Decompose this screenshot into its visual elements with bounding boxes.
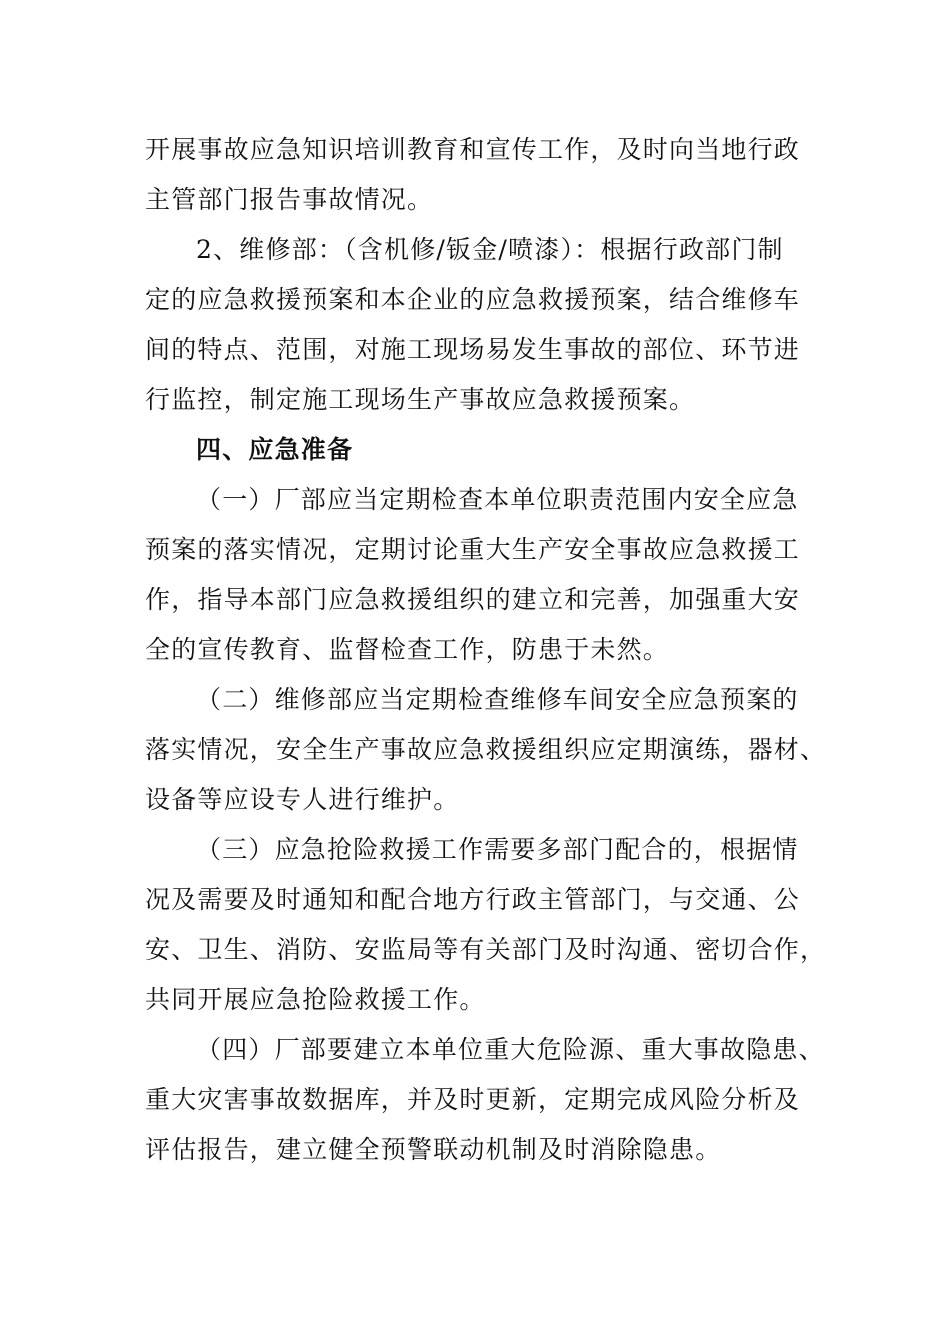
paragraph-line: 作，指导本部门应急救援组织的建立和完善，加强重大安 bbox=[145, 585, 801, 614]
paragraph-line: 间的特点、范围，对施工现场易发生事故的部位、环节进 bbox=[145, 335, 801, 364]
paragraph-line: 定的应急救援预案和本企业的应急救援预案，结合维修车 bbox=[145, 285, 801, 314]
paragraph-line: 行监控，制定施工现场生产事故应急救援预案。 bbox=[145, 385, 696, 414]
paragraph-line: 况及需要及时通知和配合地方行政主管部门，与交通、公 bbox=[145, 885, 801, 914]
paragraph-line: （一）厂部应当定期检查本单位职责范围内安全应急 bbox=[196, 485, 799, 514]
paragraph-line: 全的宣传教育、监督检查工作，防患于未然。 bbox=[145, 635, 670, 664]
paragraph-line: 评估报告，建立健全预警联动机制及时消除隐患。 bbox=[145, 1135, 722, 1164]
paragraph-line: 安、卫生、消防、安监局等有关部门及时沟通、密切合作， bbox=[145, 935, 827, 964]
paragraph-line: 开展事故应急知识培训教育和宣传工作，及时向当地行政 bbox=[145, 135, 801, 164]
paragraph-line: （二）维修部应当定期检查维修车间安全应急预案的 bbox=[196, 685, 799, 714]
paragraph-line: 共同开展应急抢险救援工作。 bbox=[145, 985, 486, 1014]
paragraph-line: 2、维修部：（含机修/钣金/喷漆）：根据行政部门制 bbox=[196, 235, 784, 264]
paragraph-line: 重大灾害事故数据库，并及时更新，定期完成风险分析及 bbox=[145, 1085, 801, 1114]
paragraph-line: （三）应急抢险救援工作需要多部门配合的，根据情 bbox=[196, 835, 799, 864]
paragraph-line: （四）厂部要建立本单位重大危险源、重大事故隐患、 bbox=[196, 1035, 825, 1064]
paragraph-line: 落实情况，安全生产事故应急救援组织应定期演练，器材、 bbox=[145, 735, 827, 764]
paragraph-line: 主管部门报告事故情况。 bbox=[145, 185, 434, 214]
paragraph-line: 预案的落实情况，定期讨论重大生产安全事故应急救援工 bbox=[145, 535, 801, 564]
section-heading: 四、应急准备 bbox=[196, 435, 354, 464]
paragraph-line: 设备等应设专人进行维护。 bbox=[145, 785, 460, 814]
